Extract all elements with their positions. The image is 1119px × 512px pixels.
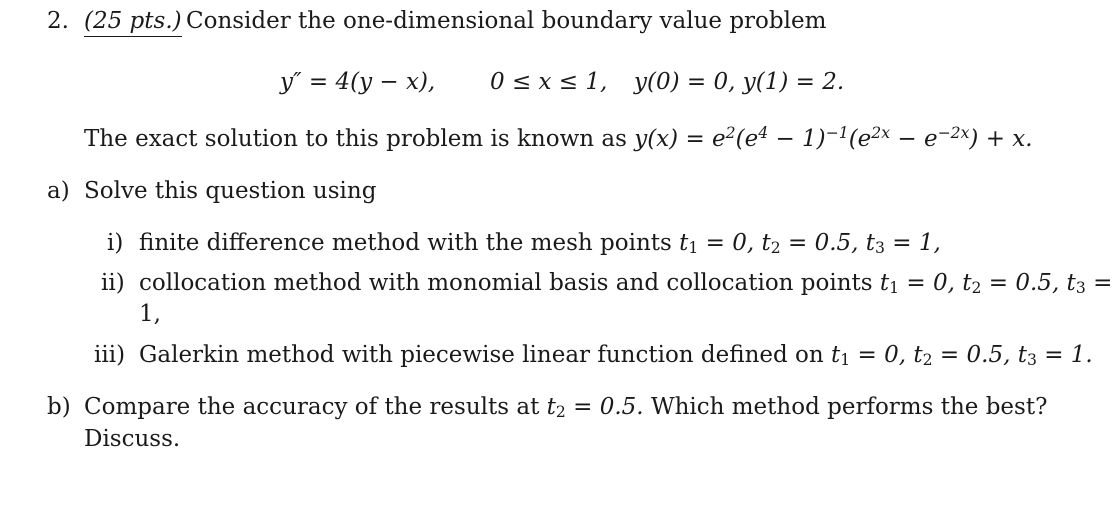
- part-a-label: a): [47, 178, 70, 204]
- part-b-line1: [84, 394, 1048, 422]
- boundary-conditions: y(0) = 0, y(1) = 2.: [634, 69, 845, 95]
- part-a-text: Solve this question using: [84, 178, 377, 204]
- part-b-text: Compare the accuracy of the results at: [84, 394, 540, 420]
- item-i-marker: i): [107, 230, 124, 256]
- problem-number: 2.: [47, 8, 69, 34]
- item-iii-marker: iii): [94, 342, 126, 368]
- exact-solution-prefix: The exact solution to this problem is known as: [84, 126, 627, 152]
- item-ii-continuation: 1,: [139, 301, 161, 327]
- item-ii-text: collocation method with monomial basis and collocation points: [139, 270, 873, 296]
- item-ii-line: [139, 270, 1113, 298]
- item-iii-math: $t_1 = 0$, $t_2 = 0.5$, $t_3 = 1$.: [831, 342, 1093, 370]
- domain-inequality: 0 ≤ x ≤ 1,: [490, 69, 608, 95]
- item-i-text: finite difference method with the mesh points: [139, 230, 672, 256]
- item-ii-math: $t_1 = 0$, $t_2 = 0.5$, $t_3$ =: [879, 270, 1113, 298]
- part-b-line2: Discuss.: [84, 426, 181, 452]
- item-iii-text: Galerkin method with piecewise linear function defined on: [139, 342, 824, 368]
- problem-points: (25 pts.): [84, 10, 182, 33]
- problem-intro: Consider the one-dimensional boundary value problem: [186, 8, 827, 34]
- part-b-question: Which method performs the best?: [650, 394, 1048, 420]
- item-i-line: [139, 230, 941, 258]
- part-b-label: b): [47, 394, 71, 420]
- exact-solution-line: [84, 123, 1033, 152]
- item-iii-line: [139, 342, 1093, 370]
- part-b-math: $t_2 = 0.5$.: [546, 394, 644, 422]
- exact-solution-formula: $y(x) = e^2(e^4 - 1)^{-1}(e^{2x} - e^{-2x}) + x$.: [634, 123, 1033, 152]
- ode-equation: y″ = 4(y − x),: [280, 69, 436, 95]
- item-ii-marker: ii): [101, 270, 125, 296]
- item-i-math: $t_1 = 0$, $t_2 = 0.5$, $t_3 = 1$,: [679, 230, 941, 258]
